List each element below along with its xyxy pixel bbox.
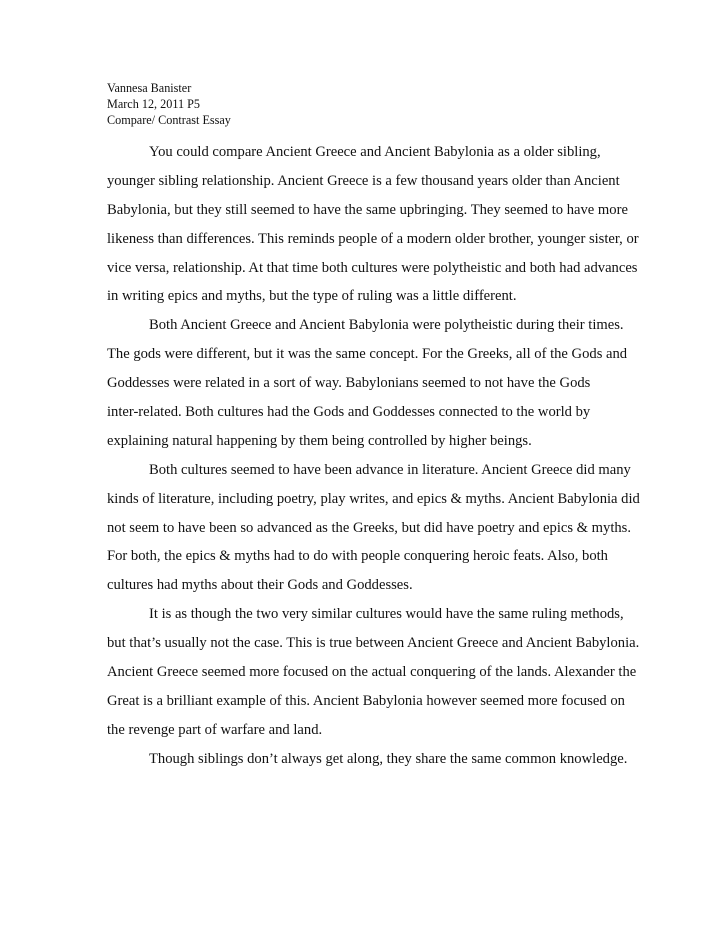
essay-line: likeness than differences. This reminds people of a modern older brother, younger sister, or [107,230,639,247]
essay-line: The gods were different, but it was the same concept. For the Greeks, all of the Gods and [107,346,628,363]
essay-line: Though siblings don’t always get along, they share the same common knowledge. [149,750,628,767]
date-period: March 12, 2011 P5 [107,97,200,111]
author-name: Vannesa Banister [107,81,192,95]
essay-line: in writing epics and myths, but the type of ruling was a little different. [107,288,517,305]
essay-line: vice versa, relationship. At that time both cultures were polytheistic and both had advances [107,259,638,276]
essay-line: inter-related. Both cultures had the Gods and Goddesses connected to the world by [107,404,591,421]
essay-line: Babylonia, but they still seemed to have the same upbringing. They seemed to have more [107,201,628,218]
essay-body [107,138,640,774]
essay-line: Both Ancient Greece and Ancient Babylonia were polytheistic during their times. [149,317,624,334]
essay-line: Both cultures seemed to have been advance in literature. Ancient Greece did many [149,461,631,478]
essay-line: the revenge part of warfare and land. [107,721,323,738]
assignment-title: Compare/ Contrast Essay [107,113,231,127]
essay-line: explaining natural happening by them being controlled by higher beings. [107,432,532,449]
essay-line: You could compare Ancient Greece and Ancient Babylonia as a older sibling, [149,144,601,160]
essay-line: cultures had myths about their Gods and Goddesses. [107,577,413,594]
essay-line: For both, the epics & myths had to do with people conquering heroic feats. Also, both [107,548,608,565]
essay-line: Goddesses were related in a sort of way. Babylonians seemed to not have the Gods [107,375,591,392]
essay-header [107,80,231,128]
essay-line: Great is a brilliant example of this. Ancient Babylonia however seemed more focused on [107,692,625,709]
essay-line: Ancient Greece seemed more focused on the actual conquering of the lands. Alexander the [107,664,637,681]
essay-line: It is as though the two very similar cultures would have the same ruling methods, [149,606,624,623]
essay-line: kinds of literature, including poetry, play writes, and epics & myths. Ancient Babylonia did [107,490,640,507]
essay-line: not seem to have been so advanced as the Greeks, but did have poetry and epics & myths. [107,519,632,536]
essay-line: but that’s usually not the case. This is true between Ancient Greece and Ancient Babylonia. [107,635,640,652]
essay-line: younger sibling relationship. Ancient Greece is a few thousand years older than Ancient [107,172,620,189]
